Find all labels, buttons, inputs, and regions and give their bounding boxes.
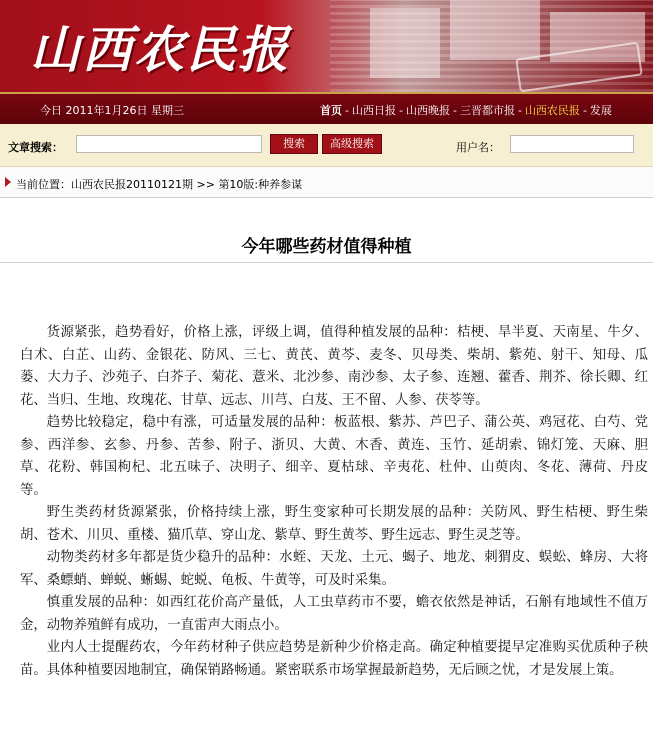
current-date: 今日 2011年1月26日 星期三	[40, 104, 184, 117]
nav-link-home[interactable]: 首页	[320, 104, 342, 117]
breadcrumb-prefix: 当前位置：	[16, 178, 71, 191]
masthead-banner	[0, 0, 653, 92]
article-paragraph: 野生类药材货源紧张，价格持续上涨，野生变家种可长期发展的品种：关防风、野生桔梗、野生柴胡、苍术、川贝、重楼、猫爪草、穿山龙、紫草、野生黄芩、野生远志、野生灵芝等。	[20, 505, 648, 543]
article-paragraph: 业内人士提醒药农，今年药材种子供应趋势是新种少价格走高。确定种植要提早定准购买优质种子秧苗。具体种植要因地制宜，确保销路畅通。紧密联系市场掌握最新趋势，无后顾之忧，才是发展上策。	[20, 640, 648, 678]
nav-links	[320, 102, 612, 118]
nav-separator: -	[517, 104, 522, 117]
nav-separator: -	[452, 104, 457, 117]
username-input[interactable]	[510, 135, 634, 153]
newspaper-logo[interactable]: 山西农民报	[30, 20, 290, 79]
article-paragraph: 趋势比较稳定，稳中有涨，可适量发展的品种：板蓝根、紫苏、芦巴子、蒲公英、鸡冠花、白芍、党参、西洋参、玄参、丹参、苦参、附子、浙贝、大黄、木香、黄连、玉竹、延胡索、锦灯笼、天麻、胆草、花粉、韩国枸杞、北五味子、决明子、细辛、夏枯球、辛夷花、杜仲、山萸肉、冬花、薄荷、丹皮等。	[20, 415, 648, 498]
article-paragraph: 动物类药材多年都是货少稳升的品种：水蛭、天龙、土元、蝎子、地龙、刺猬皮、蜈蚣、蜂房、大将军、桑螵蛸、蝉蜕、蜥蜴、蛇蜕、龟板、牛黄等，可及时采集。	[20, 550, 648, 588]
breadcrumb-separator: >>	[196, 178, 215, 191]
username-label: 用户名：	[456, 141, 500, 154]
nav-separator: -	[582, 104, 587, 117]
nav-separator: -	[398, 104, 403, 117]
breadcrumb-page-link[interactable]: 第10版:种养参谋	[218, 178, 303, 191]
nav-link-shanxi-farmers[interactable]: 山西农民报	[524, 104, 580, 117]
article-title: 今年哪些药材值得种植	[241, 237, 412, 257]
article-body	[20, 322, 648, 682]
article-search-input[interactable]	[76, 135, 262, 153]
article-search-label: 文章搜索：	[8, 141, 63, 154]
breadcrumb	[0, 167, 653, 198]
nav-link-sanjin-metro[interactable]: 三晋都市报	[459, 104, 515, 117]
breadcrumb-arrow-icon	[5, 177, 11, 187]
nav-link-shanxi-evening[interactable]: 山西晚报	[405, 104, 450, 117]
search-bar	[0, 124, 653, 167]
nav-separator: -	[345, 104, 349, 117]
top-nav-bar	[0, 92, 653, 124]
nav-link-shanxi-daily[interactable]: 山西日报	[351, 104, 396, 117]
advanced-search-button[interactable]: 高级搜索	[322, 134, 382, 154]
breadcrumb-issue-link[interactable]: 山西农民报20110121期	[71, 178, 193, 191]
nav-link-development[interactable]: 发展	[589, 104, 612, 117]
search-button[interactable]: 搜索	[270, 134, 318, 154]
breadcrumb-text	[16, 176, 302, 192]
article-paragraph: 慎重发展的品种：如西红花价高产量低，人工虫草药市不要，蟾衣依然是神话，石斛有地域性不值万金，动物养殖鲜有成功，一直雷声大雨点小。	[20, 595, 648, 633]
title-divider	[0, 262, 653, 263]
article-paragraph: 货源紧张，趋势看好，价格上涨，评级上调，值得种植发展的品种：桔梗、旱半夏、天南星、牛夕、白术、白芷、山药、金银花、防风、三七、黄芪、黄芩、麦冬、贝母类、柴胡、紫苑、射干、知母、瓜蒌、大力子、沙苑子、白芥子、菊花、薏米、北沙参、南沙参、太子参、连翘、藿香、荆芥、徐长卿、红花、当归、生地、玫瑰花、甘草、远志、川芎、白芨、王不留、人参、茯苓等。	[20, 325, 648, 408]
